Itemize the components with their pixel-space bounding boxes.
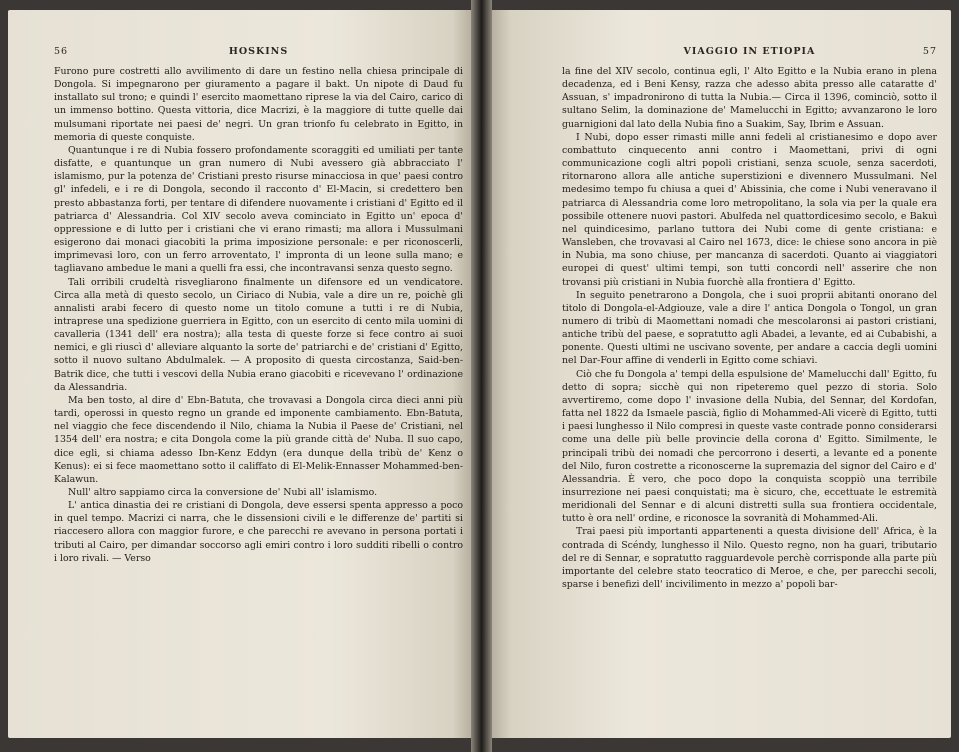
left-running-title: HOSKINS <box>228 46 289 57</box>
left-page <box>8 10 471 738</box>
paragraph: Null' altro sappiamo circa la conversione de' Nubi all' islamismo. <box>68 487 378 498</box>
left-page-body <box>54 65 463 565</box>
right-running-head <box>562 46 937 57</box>
right-running-title: VIAGGIO IN ETIOPIA <box>683 46 816 57</box>
paragraph: I Nubi, dopo esser rimasti mille anni fedeli al cristianesimo e dopo aver combattuto cinquecento anni contro i Maomettani, privi di ogni communicazione cogli altri popoli cristiani, senza scuole, senza sacerdoti, ritornarono allora alle antiche superstizioni e divennero Mussulmani. Nel medesimo tempo fu chiusa a quei d' Abissinia, che come i Nubi veneravano il patriarca di Alessandria come loro metropolitano, la sola via per la quale era possibile ottenere nuovi pastori. Abulfeda nel quattordicesimo secolo, e Bakuì nel quindicesimo, parlano tuttora dei Nubi come di gente cristiana: e Wansleben, che trovavasi al Cairo nel 1673, dice: le chiese sono ancora in piè in Nubia, ma sono chiuse, per mancanza di sacerdoti. Quanto ai viaggiatori europei di quest' ultimi tempi, son tutti concordi nell' asserire che non trovansi più cristiani in Nubia fuorchè alla frontiera d' Egitto. <box>562 131 937 288</box>
paragraph: Trai paesi più importanti appartenenti a questa divisione dell' Africa, è la contrada di Scéndy, lunghesso il Nilo. Questo regno, non ha guari, tributario del re di Sennar, e sopratutto ragguardevole perchè corrisponde alla parte più importante del celebre stato teocratico di Meroe, e che, per parecchi secoli, sparse i benefizi dell' incivilimento in mezzo a' popoli bar- <box>562 526 937 591</box>
paragraph: Tali orribili crudeltà risvegliarono finalmente un difensore ed un vendicatore. Circa alla metà di questo secolo, un Ciriaco di Nubia, vale a dire un re, poichè gli annalisti arabi fecero di questo nome un titolo comune a tutti i re di Nubia, intraprese una spedizione guerriera in Egitto, con un esercito di cento mila uomini di cavalleria (1341 dell' era nostra); alla testa di queste forze si fece contro ai suoi nemici, e gli riuscì d' alleviare alquanto la sorte de' patriarchi e de' cristiani d' Egitto, sotto il nuovo sultano Abdulmalek. — A proposito di questa circostanza, Said-ben-Batrik dice, che tutti i vescovi della Nubia erano giacobiti e ricevevano l' ordinazione da Alessandria. <box>54 276 463 393</box>
right-page-number: 57 <box>922 46 937 57</box>
left-running-head <box>54 46 463 57</box>
paragraph: Furono pure costretti allo avvilimento di dare un festino nella chiesa principale di Dongola. Si impegnarono per giuramento a pagare il bakt. Un nipote di Daud fu installato sul trono; e quindi l' esercito maomettano riprese la via del Cairo, carico di un immenso bottino. Questa vittoria, dice Macrizi, è la maggiore di tutte quelle dai mulsumani riportate nei paesi de' negri. Un gran trionfo fu celebrato in Egitto, in memoria di queste conquiste. <box>54 66 463 143</box>
paragraph: Quantunque i re di Nubia fossero profondamente scoraggiti ed umiliati per tante disfatte, e quantunque un gran numero di Nubi avessero già abbracciato l' islamismo, pur la potenza de' Cristiani presto risurse minacciosa in que' paesi contro gl' infedeli, e i re di Dongola, secondo il racconto d' El-Macin, si credettero ben presto abbastanza forti, per tentare di difendere nuovamente i cristiani d' Egitto ed il patriarca d' Alessandria. Col XIV secolo aveva cominciato in Egitto un' epoca d' oppressione e di lutto per i cristiani che vi erano rimasti; ma allora i Mussulmani esigerono dai monaci giacobiti la prima imposizione personale: e per riconoscerli, imprimevasi loro, con un ferro arroventato, l' impronta di un leone sulla mano; e tagliavano ambedue le mani a quelli fra essi, che incontravansi senza questo segno. <box>54 144 463 275</box>
paragraph: Ma ben tosto, al dire d' Ebn-Batuta, che trovavasi a Dongola circa dieci anni più tardi, operossi in questo regno un grande ed imponente cambiamento. Ebn-Batuta, nel viaggio che fece discendendo il Nilo, chiama la Nubia il Paese de' Cristiani, nel 1354 dell' era nostra; e cita Dongola come la più grande città de' Nuba. Il suo capo, dice egli, si chiama adesso Ibn-Kenz Eddyn (era dunque della tribù de' Kenz o Kenus): ei si fece maomettano sotto il califfato di El-Melik-Ennasser Mohammed-ben-Kalawun. <box>54 394 463 485</box>
paragraph: In seguito penetrarono a Dongola, che i suoi proprii abitanti onorano del titolo di Dongola-el-Adgiouze, vale a dire l' antica Dongola o Tongol, un gran numero di tribù di Maomettani nomadi che mescolaronsi ai pastori cristiani, antiche tribù del paese, e sopratutto agli Abadei, a levante, ed ai Cubabishi, a ponente. Questi ultimi ne uscivano sovente, per andare a caccia degli uomini nel Dar-Four affine di venderli in Egitto come schiavi. <box>562 289 937 367</box>
right-page <box>492 10 951 738</box>
left-page-number: 56 <box>54 46 69 57</box>
book-gutter <box>471 0 492 752</box>
paragraph: Ciò che fu Dongola a' tempi della espulsione de' Mamelucchi dall' Egitto, fu detto di sopra; sicchè qui non ripeteremo quel pezzo di storia. Solo avvertiremo, come dopo l' invasione della Nubia, del Sennar, del Kordofan, fatta nel 1822 da Ismaele pascià, figlio di Mohammed-Ali vicerè di Egitto, tutti i paesi lunghesso il Nilo compresi in queste vaste contrade ponno considerarsi come una delle più belle provincie della corona d' Egitto. Similmente, le principali tribù dei nomadi che percorrono i deserti, a levante ed a ponente del Nilo, furon costrette a riconoscerne la supremazia del signor del Cairo e d' Alessandria. È vero, che poco dopo la conquista scoppiò una terribile insurrezione nei paesi conquistati; ma è sicuro, che, eccettuate le estremità meridionali del Sennar e di alcuni distretti sulla sua frontiera occidentale, tutto è ora nell' ordine, e riconosce la sovranità di Mohammed-Ali. <box>562 368 937 525</box>
right-page-body <box>562 65 937 591</box>
paragraph: L' antica dinastia dei re cristiani di Dongola, deve essersi spenta appresso a poco in quel tempo. Macrizi ci narra, che le dissensioni civili e le differenze de' partiti si riaccesero allora con maggior furore, e che parecchi re avevano in persona portati i tributi al Cairo, per dimandar soccorso agli emiri contro i loro sudditi ribelli o contro i loro rivali. — Verso <box>54 500 463 564</box>
paragraph: la fine del XIV secolo, continua egli, l' Alto Egitto e la Nubia erano in plena decadenza, ed i Beni Kensy, razza che adesso abita presso alle cataratte d' Assuan, s' impadronirono di tutta la Nubia.— Circa il 1396, cominciò, sotto il sultano Selim, la dominazione de' Mamelucchi in Egitto; avvanzarono le loro guarnigioni dal lato della Nubia fino a Suakim, Say, Ibrim e Assuan. <box>562 66 937 130</box>
